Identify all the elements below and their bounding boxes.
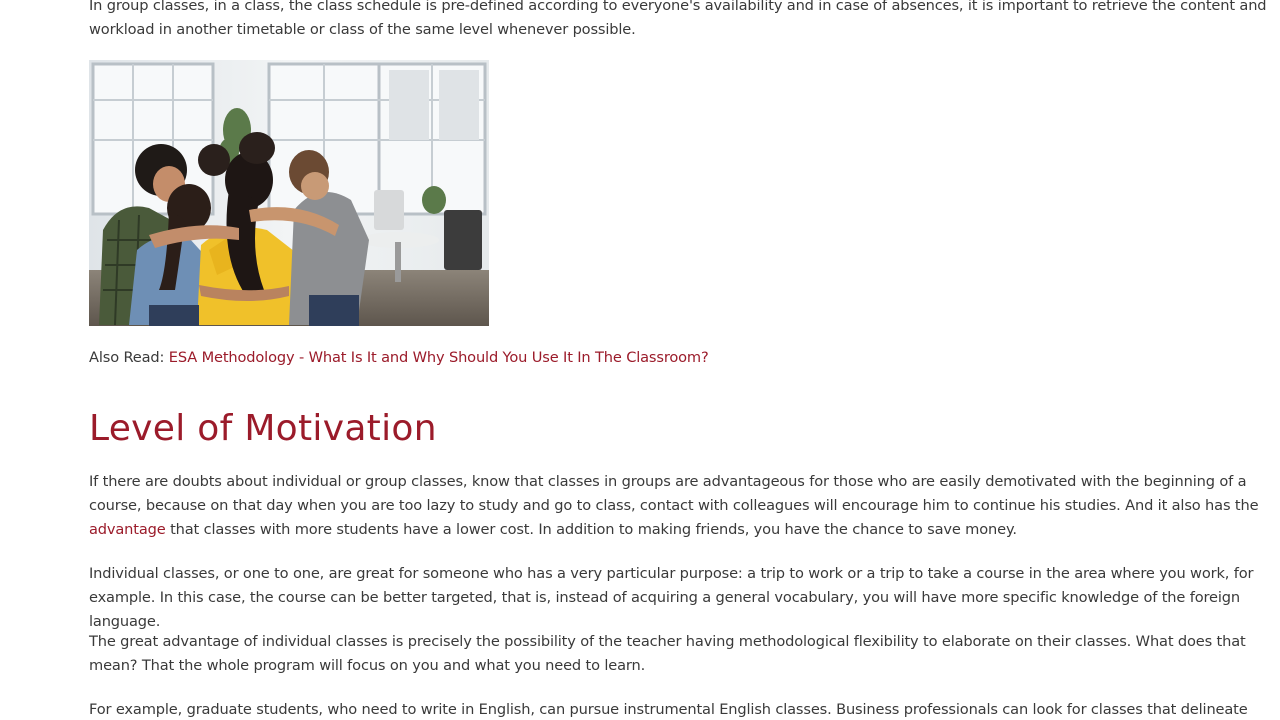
intro-paragraph: In group classes, in a class, the class schedule is pre-defined according to everyone's availability and in case of absences, it is important to retrieve the content and workload in another timetable or class of the same level whenever possible. (89, 0, 1267, 38)
paragraph-text: that classes with more students have a lower cost. In addition to making friends, you have the chance to save money. (165, 521, 1017, 538)
advantage-link[interactable]: advantage (89, 521, 166, 538)
students-group-hug-photo (89, 60, 489, 326)
paragraph-motivation-1 (89, 470, 1269, 542)
also-read-prefix: Also Read: (89, 349, 169, 366)
paragraph-motivation-4: For example, graduate students, who need to write in English, can pursue instrumental English classes. Business professionals can look for classes that delineate (89, 701, 1248, 718)
paragraph-motivation-2: Individual classes, or one to one, are great for someone who has a very particular purpose: a trip to work or a trip to take a course in the area where you work, for example. In this case, the course can be better targeted, that is, instead of acquiring a general vocabulary, you will have more specific knowledge of the foreign language. (89, 565, 1254, 630)
paragraph-motivation-3: The great advantage of individual classes is precisely the possibility of the teacher having methodological flexibility to elaborate on their classes. What does that mean? That the whole program will focus on you and what you need to learn. (89, 633, 1246, 674)
section-heading: Level of Motivation (89, 408, 437, 449)
paragraph-text: If there are doubts about individual or group classes, know that classes in groups are advantageous for those who are easily demotivated with the beginning of a course, because on that day when you are too lazy to study and go to class, contact with colleagues will encourage him to continue his studies. And it also has the (89, 473, 1259, 514)
also-read-line (89, 346, 1269, 370)
also-read-link[interactable]: ESA Methodology - What Is It and Why Should You Use It In The Classroom? (168, 349, 709, 366)
